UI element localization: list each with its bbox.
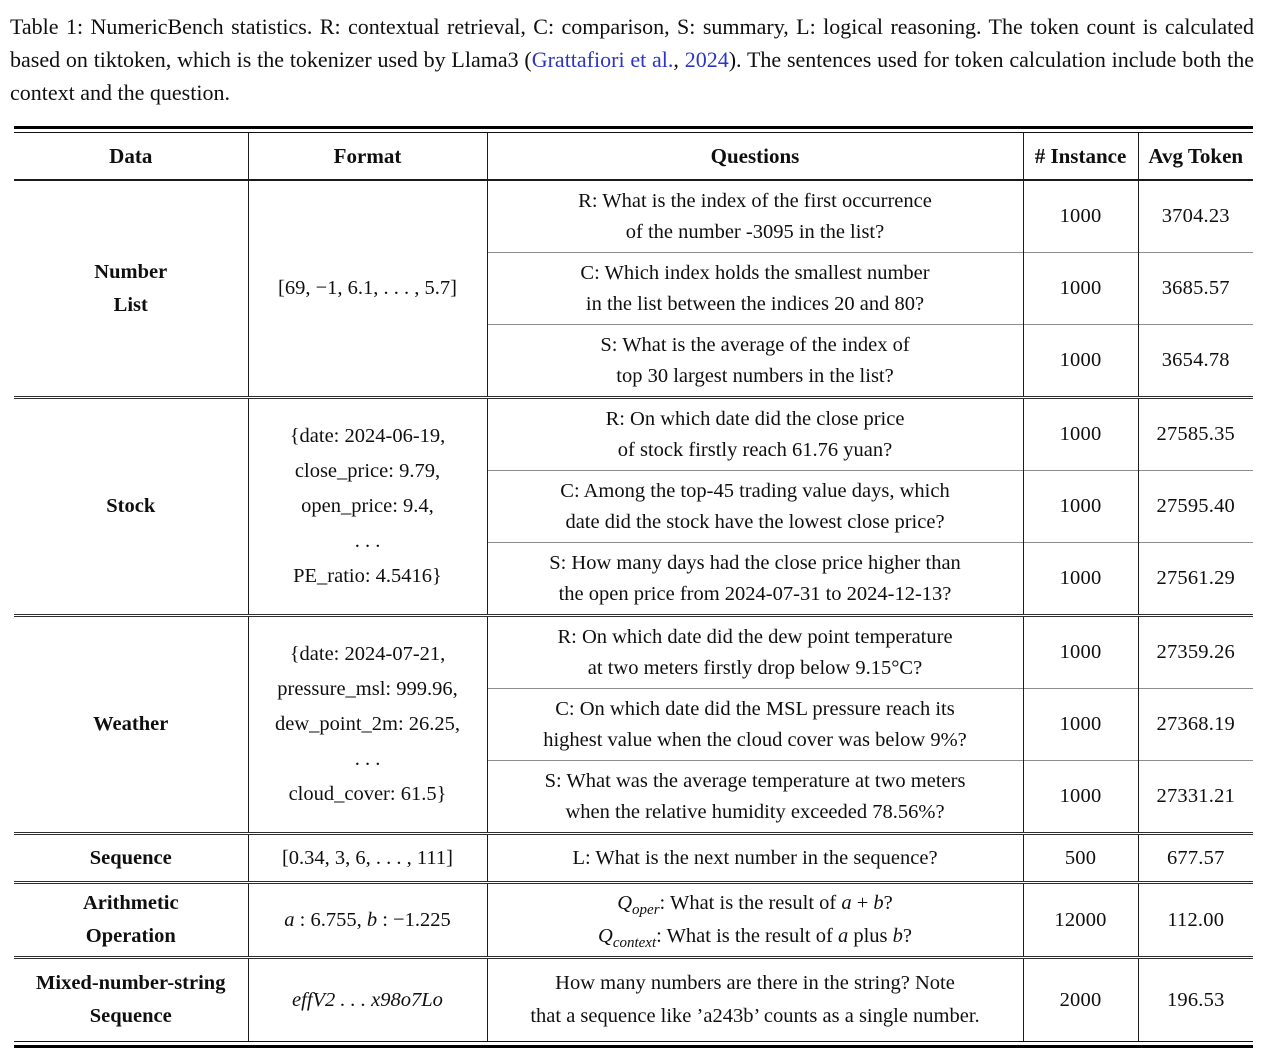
table-row <box>14 616 1253 689</box>
question-cell: L: What is the next number in the sequence? <box>487 834 1023 883</box>
instance-cell: 1000 <box>1023 616 1138 689</box>
avg-token-cell: 27368.19 <box>1138 689 1253 761</box>
avg-token-cell: 112.00 <box>1138 883 1253 958</box>
table-row <box>14 883 1253 958</box>
col-header-data: Data <box>14 133 248 180</box>
avg-token-cell: 3704.23 <box>1138 180 1253 253</box>
question-cell: R: What is the index of the first occurrence of the number -3095 in the list? <box>487 180 1023 253</box>
avg-token-cell: 196.53 <box>1138 958 1253 1042</box>
avg-token-cell: 27331.21 <box>1138 761 1253 834</box>
caption-text-after: ). The sentences used for token calculation include both the context and the question. <box>10 47 1254 105</box>
format-cell-mixed: effV2 . . . x98o7Lo <box>248 958 487 1042</box>
table-container <box>14 126 1253 1048</box>
avg-token-cell: 27561.29 <box>1138 543 1253 616</box>
instance-cell: 1000 <box>1023 543 1138 616</box>
table-caption <box>10 10 1254 109</box>
col-header-format: Format <box>248 133 487 180</box>
instance-cell: 2000 <box>1023 958 1138 1042</box>
question-cell: C: Which index holds the smallest number in the list between the indices 20 and 80? <box>487 253 1023 325</box>
instance-cell: 1000 <box>1023 689 1138 761</box>
question-line-oper: $Q_{oper}$: What is the result of a + b? <box>617 892 893 919</box>
table-top-rule <box>14 126 1253 133</box>
question-cell: R: On which date did the dew point temperature at two meters firstly drop below 9.15°C? <box>487 616 1023 689</box>
instance-cell: 12000 <box>1023 883 1138 958</box>
question-cell: How many numbers are there in the string? Note that a sequence like ’a243b’ counts as a single number. <box>487 958 1023 1042</box>
instance-cell: 1000 <box>1023 325 1138 398</box>
table-row <box>14 958 1253 1042</box>
caption-comma: , <box>673 47 685 72</box>
question-cell: S: What is the average of the index of top 30 largest numbers in the list? <box>487 325 1023 398</box>
question-cell <box>487 883 1023 958</box>
col-header-instance: # Instance <box>1023 133 1138 180</box>
instance-cell: 1000 <box>1023 180 1138 253</box>
data-cell-arithmetic: Arithmetic Operation <box>14 883 248 958</box>
question-cell: S: What was the average temperature at two meters when the relative humidity exceeded 78.56%? <box>487 761 1023 834</box>
format-cell-arithmetic: a : 6.755, b : −1.225 <box>248 883 487 958</box>
avg-token-cell: 677.57 <box>1138 834 1253 883</box>
table-bottom-rule <box>14 1041 1253 1048</box>
question-cell: R: On which date did the close price of stock firstly reach 61.76 yuan? <box>487 398 1023 471</box>
format-cell-weather: {date: 2024-07-21, pressure_msl: 999.96, dew_point_2m: 26.25, . . . cloud_cover: 61.5} <box>248 616 487 834</box>
avg-token-cell: 3685.57 <box>1138 253 1253 325</box>
avg-token-cell: 27359.26 <box>1138 616 1253 689</box>
avg-token-cell: 27585.35 <box>1138 398 1253 471</box>
instance-cell: 1000 <box>1023 398 1138 471</box>
question-cell: C: Among the top-45 trading value days, which date did the stock have the lowest close price? <box>487 471 1023 543</box>
format-cell-sequence: [0.34, 3, 6, . . . , 111] <box>248 834 487 883</box>
data-cell-number-list: Number List <box>94 260 168 316</box>
format-cell-stock: {date: 2024-06-19, close_price: 9.79, open_price: 9.4, . . . PE_ratio: 4.5416} <box>248 398 487 616</box>
table-row <box>14 398 1253 471</box>
data-cell-mixed: Mixed-number-string Sequence <box>14 958 248 1042</box>
citation-authors-link[interactable]: Grattafiori et al. <box>531 47 674 72</box>
avg-token-cell: 27595.40 <box>1138 471 1253 543</box>
header-row <box>14 133 1253 180</box>
question-cell: C: On which date did the MSL pressure reach its highest value when the cloud cover was below 9%? <box>487 689 1023 761</box>
instance-cell: 1000 <box>1023 761 1138 834</box>
table-row <box>14 834 1253 883</box>
avg-token-cell: 3654.78 <box>1138 325 1253 398</box>
instance-cell: 1000 <box>1023 253 1138 325</box>
table-row <box>14 180 1253 253</box>
caption-text-before: Table 1: NumericBench statistics. R: contextual retrieval, C: comparison, S: summary, L: logical reasoning. The token count is calculated based on tiktoken, which is the tokenizer used by Llama3 ( <box>10 14 1254 72</box>
col-header-questions: Questions <box>487 133 1023 180</box>
data-cell-stock: Stock <box>14 398 248 616</box>
col-header-avg-token: Avg Token <box>1138 133 1253 180</box>
data-cell-weather: Weather <box>14 616 248 834</box>
instance-cell: 1000 <box>1023 471 1138 543</box>
instance-cell: 500 <box>1023 834 1138 883</box>
numericbench-table <box>14 133 1253 1041</box>
question-cell: S: How many days had the close price higher than the open price from 2024-07-31 to 2024-12-13? <box>487 543 1023 616</box>
citation-year-link[interactable]: 2024 <box>684 47 729 72</box>
format-cell-number-list: [69, −1, 6.1, . . . , 5.7] <box>248 180 487 398</box>
question-line-context: $Q_{context}$: What is the result of a plus b? <box>598 925 912 952</box>
data-cell-sequence: Sequence <box>14 834 248 883</box>
